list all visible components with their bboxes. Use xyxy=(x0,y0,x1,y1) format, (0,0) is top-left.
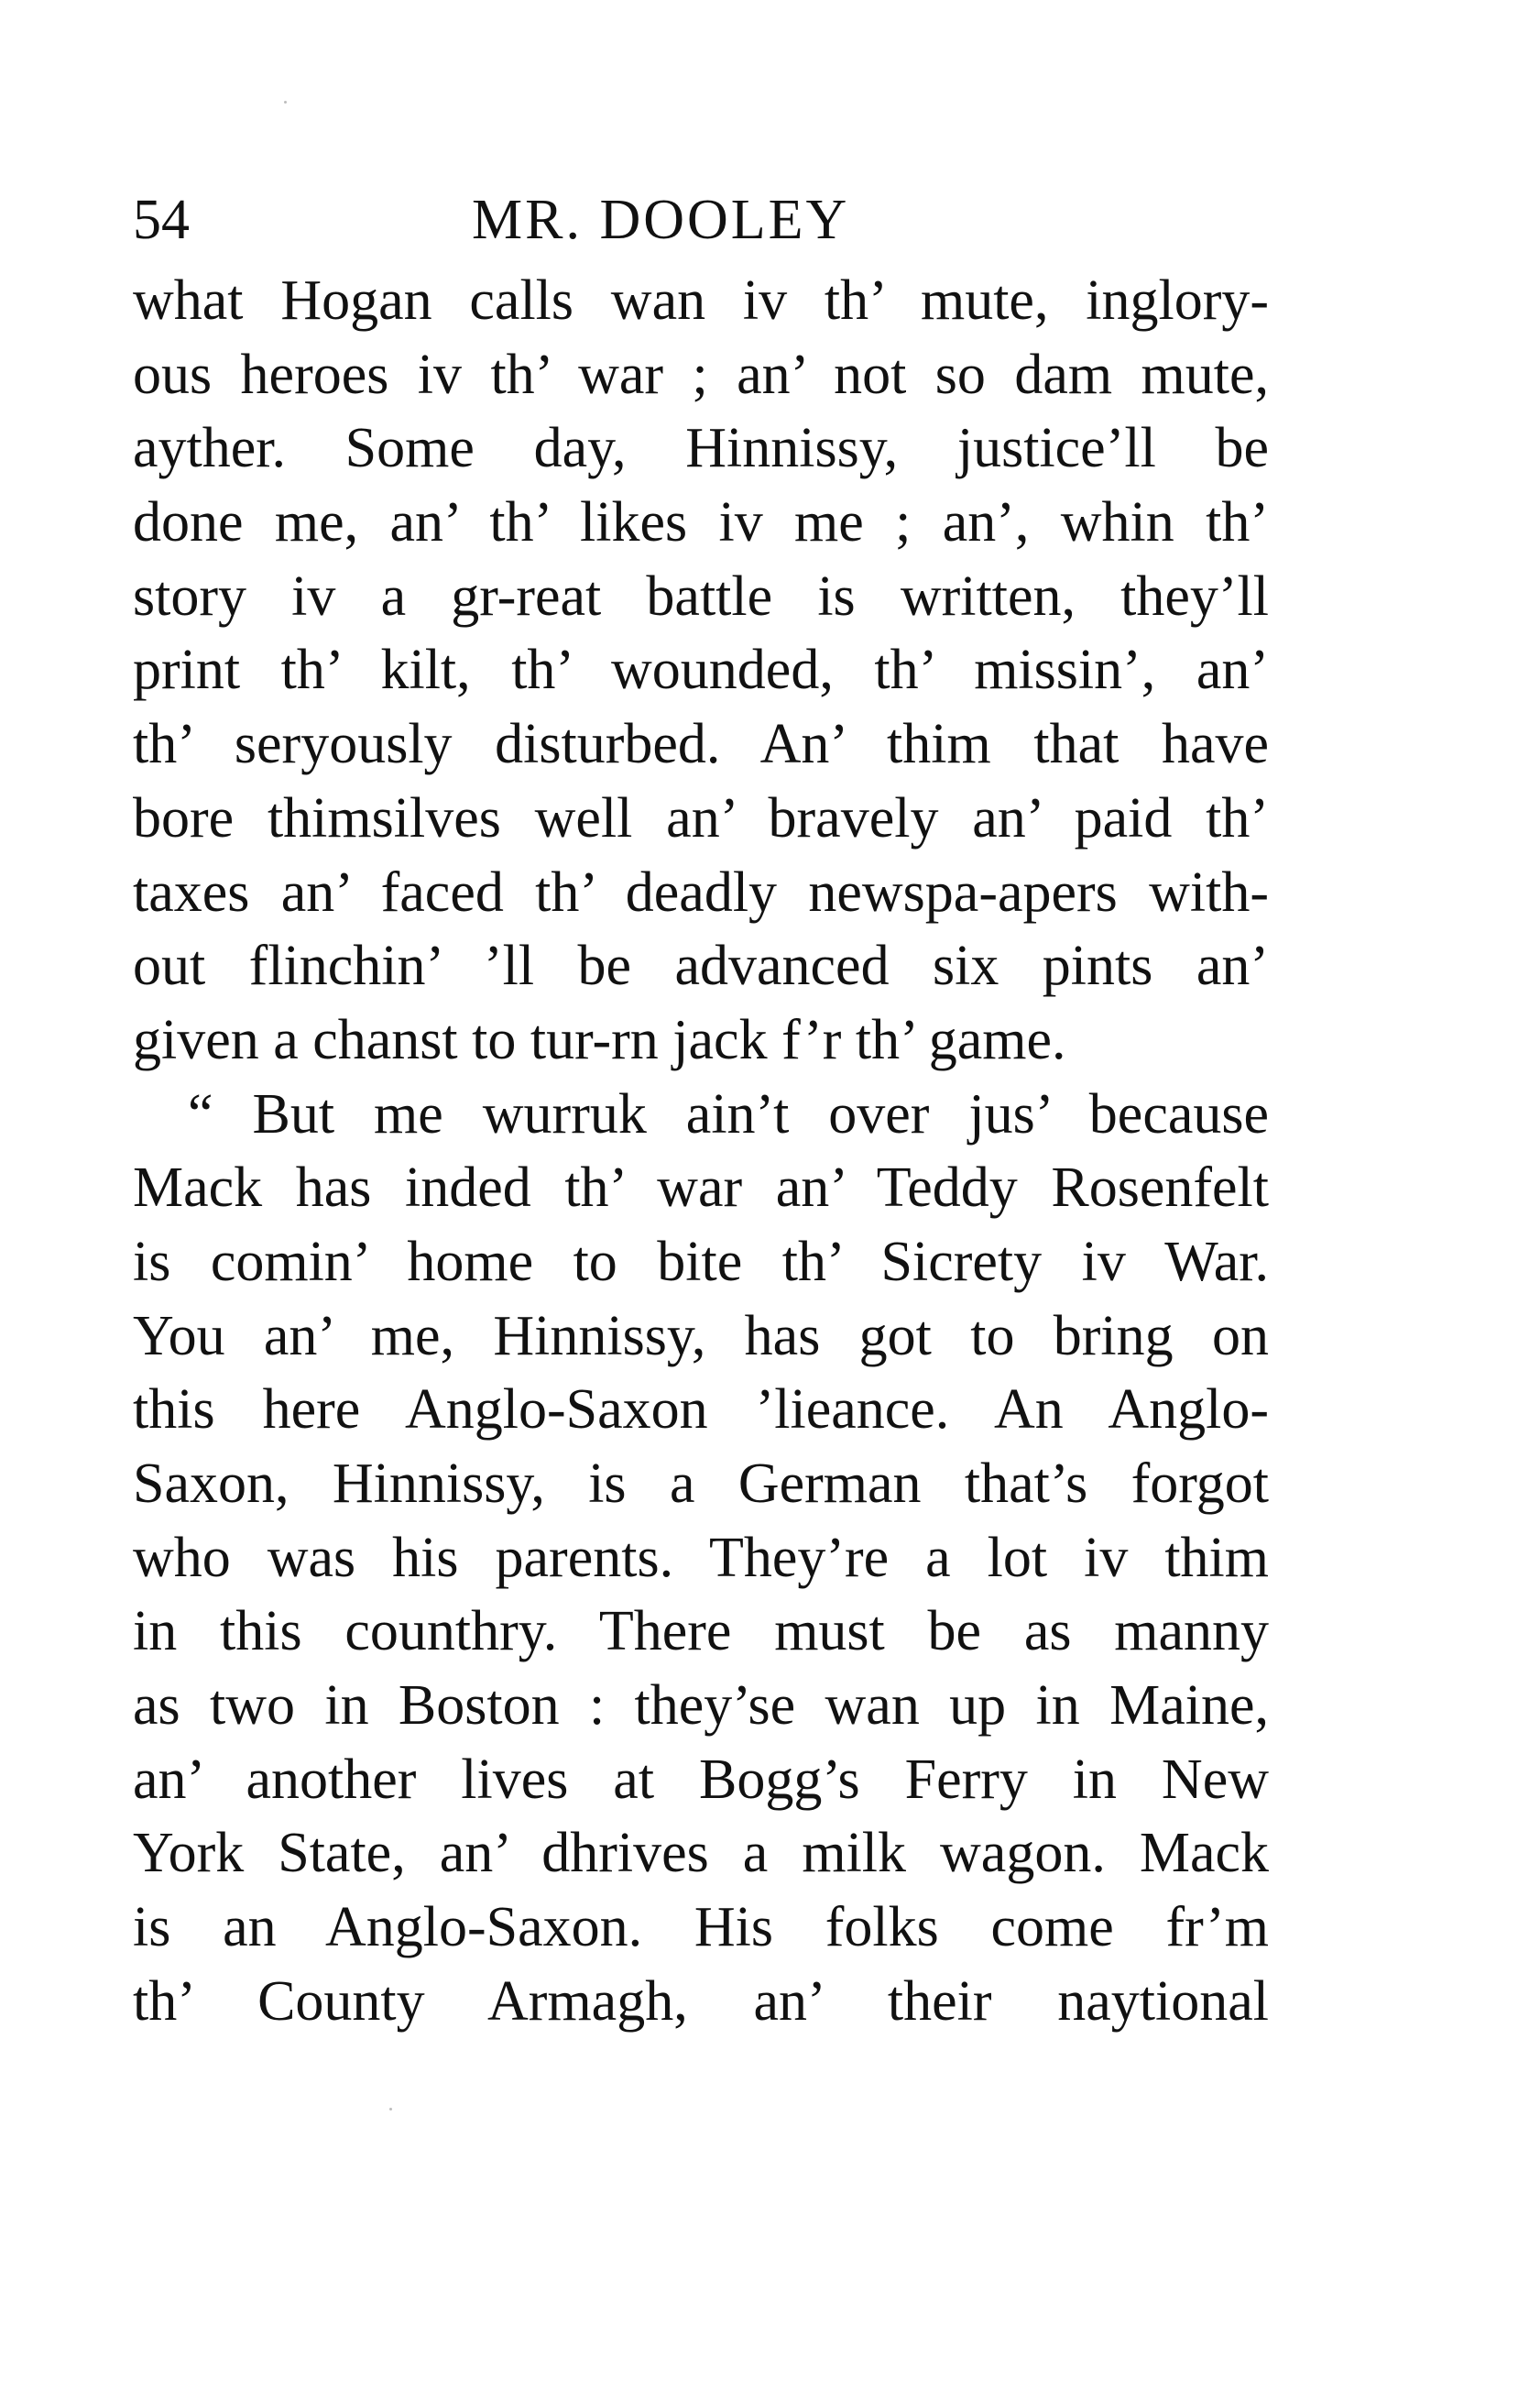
text-line: this here Anglo-Saxon ’lieance. An Anglo- xyxy=(133,1378,1269,1442)
text-line: what Hogan calls wan iv th’ mute, inglory- xyxy=(133,269,1269,332)
text-line: in this counthry. There must be as manny xyxy=(133,1600,1269,1663)
text-line: given a chanst to tur-rn jack f’r th’ game. xyxy=(133,1008,1066,1071)
text-line: th’ seryously disturbed. An’ thim that have xyxy=(133,713,1269,776)
text-line: ayther. Some day, Hinnissy, justice’ll be xyxy=(133,417,1269,480)
text-line: You an’ me, Hinnissy, has got to bring on xyxy=(133,1304,1269,1367)
text-line: out flinchin’ ’ll be advanced six pints an’ xyxy=(133,935,1269,998)
text-line: as two in Boston : they’se wan up in Maine, xyxy=(133,1674,1269,1738)
text-line: done me, an’ th’ likes iv me ; an’, whin th’ xyxy=(133,491,1269,554)
text-line: bore thimsilves well an’ bravely an’ paid th’ xyxy=(133,786,1269,850)
text-line: story iv a gr-reat battle is written, they’ll xyxy=(133,565,1269,628)
body-text xyxy=(133,264,1269,2039)
running-title: MR. DOOLEY xyxy=(472,189,850,251)
text-line: Mack has inded th’ war an’ Teddy Rosenfelt xyxy=(133,1157,1269,1220)
paper-speck xyxy=(284,101,287,104)
text-line: “ But me wurruk ain’t over jus’ because xyxy=(188,1082,1269,1146)
text-line: taxes an’ faced th’ deadly newspa-apers with- xyxy=(133,861,1269,924)
text-line: York State, an’ dhrives a milk wagon. Mack xyxy=(133,1822,1269,1885)
text-line: print th’ kilt, th’ wounded, th’ missin’, an’ xyxy=(133,639,1269,702)
text-line: who was his parents. They’re a lot iv thim xyxy=(133,1526,1269,1589)
page-number: 54 xyxy=(133,189,190,251)
text-line: Saxon, Hinnissy, is a German that’s forgot xyxy=(133,1453,1269,1515)
text-line: th’ County Armagh, an’ their naytional xyxy=(133,1969,1269,2033)
text-line: ous heroes iv th’ war ; an’ not so dam mute, xyxy=(133,343,1269,406)
page-header xyxy=(133,183,1269,257)
text-line: is an Anglo-Saxon. His folks come fr’m xyxy=(133,1896,1269,1959)
text-line: is comin’ home to bite th’ Sicrety iv War. xyxy=(133,1230,1269,1293)
text-line: an’ another lives at Bogg’s Ferry in New xyxy=(133,1748,1269,1811)
paper-speck xyxy=(389,2108,392,2110)
